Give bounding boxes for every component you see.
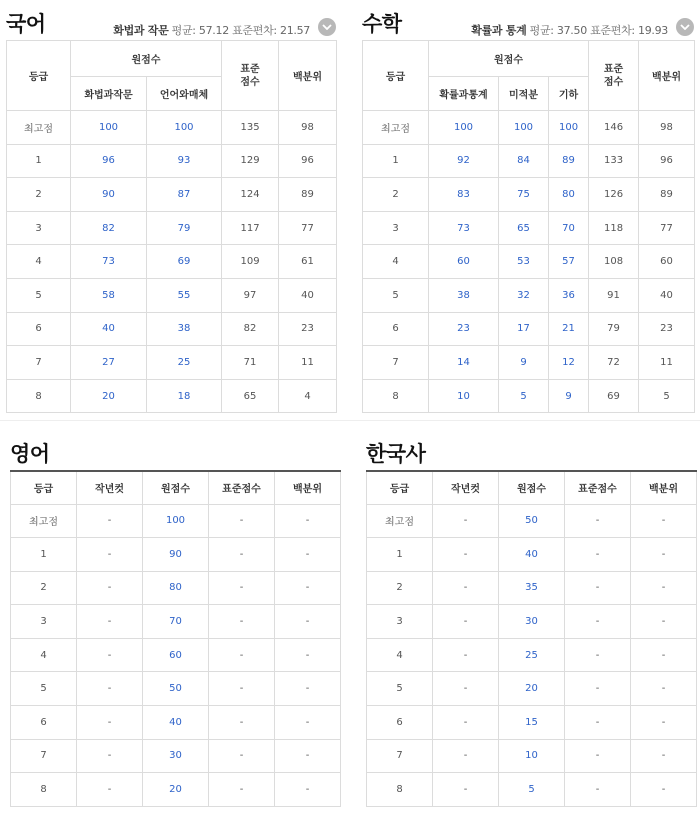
grade-cell: 3 [363,211,429,245]
english-panel [10,430,340,807]
grade-cell: 7 [363,346,429,380]
header-grade: 등급 [7,41,71,111]
table-row [363,178,695,212]
header-standard-score [589,41,639,111]
score-cell: 12 [549,346,589,380]
header-raw-score: 원점수 [71,41,222,77]
grade-cell: 6 [363,312,429,346]
table-row [11,773,341,807]
score-cell: 146 [589,111,639,145]
header-raw-score: 원점수 [143,471,209,504]
table-row [367,739,697,773]
header-percentile: 백분위 [631,471,697,504]
table-row [11,504,341,538]
english-panel-header [10,430,340,470]
score-cell: 10 [499,739,565,773]
table-row [7,144,337,178]
score-cell: - [209,538,275,572]
score-cell: 50 [499,504,565,538]
score-cell: - [565,706,631,740]
score-cell: 82 [222,312,279,346]
score-cell: 79 [589,312,639,346]
score-cell: - [631,672,697,706]
score-cell: 118 [589,211,639,245]
math-score-table [362,40,695,413]
score-cell: 100 [499,111,549,145]
math-table-body [363,111,695,413]
header-standard-line2: 점수 [603,76,624,88]
english-table-body [11,504,341,806]
score-cell: 73 [71,245,147,279]
grade-cell: 5 [11,672,77,706]
score-cell: 38 [429,278,499,312]
score-cell: 60 [639,245,695,279]
table-row [11,605,341,639]
table-row [363,211,695,245]
score-cell: 96 [279,144,337,178]
score-cell: 65 [222,379,279,413]
score-cell: - [77,571,143,605]
score-cell: 58 [71,278,147,312]
score-cell: - [565,605,631,639]
score-cell: 11 [279,346,337,380]
score-cell: 61 [279,245,337,279]
history-table-body [367,504,697,806]
score-cell: 96 [71,144,147,178]
header-sub-1: 화법과작문 [71,77,147,111]
score-cell: 50 [143,672,209,706]
header-percentile: 백분위 [639,41,695,111]
grade-cell: 5 [7,278,71,312]
score-cell: 129 [222,144,279,178]
score-cell: 80 [549,178,589,212]
grade-cell: 6 [11,706,77,740]
score-cell: - [565,773,631,807]
score-cell: - [565,538,631,572]
history-score-table [366,470,697,807]
score-cell: 109 [222,245,279,279]
score-cell: 18 [147,379,222,413]
score-cell: 5 [499,379,549,413]
header-percentile: 백분위 [279,41,337,111]
score-cell: 36 [549,278,589,312]
score-cell: 17 [499,312,549,346]
score-cell: - [631,638,697,672]
score-cell: - [209,672,275,706]
table-row [367,538,697,572]
header-standard-score: 표준점수 [565,471,631,504]
score-cell: 40 [143,706,209,740]
header-standard-line2: 점수 [240,76,260,88]
table-row [363,379,695,413]
score-cell: 69 [147,245,222,279]
score-cell: - [77,672,143,706]
score-cell: 40 [639,278,695,312]
table-row [363,245,695,279]
header-sub-3: 기하 [549,77,589,111]
grade-cell: 5 [367,672,433,706]
score-cell: 93 [147,144,222,178]
table-row [363,312,695,346]
score-cell: - [631,538,697,572]
header-sub-1: 확률과통계 [429,77,499,111]
grade-cell: 3 [367,605,433,639]
score-cell: 15 [499,706,565,740]
grade-cell: 4 [363,245,429,279]
grade-cell: 8 [11,773,77,807]
score-cell: - [631,504,697,538]
score-cell: - [209,706,275,740]
header-standard-score [222,41,279,111]
table-row [363,111,695,145]
math-subject-toggle-button[interactable] [676,18,694,36]
score-cell: 40 [71,312,147,346]
score-cell: - [565,504,631,538]
score-cell: - [77,638,143,672]
grade-cell: 최고점 [367,504,433,538]
score-cell: 90 [143,538,209,572]
score-cell: 100 [71,111,147,145]
score-cell: - [275,739,341,773]
score-cell: 21 [549,312,589,346]
score-cell: 89 [639,178,695,212]
score-cell: 75 [499,178,549,212]
grade-cell: 1 [7,144,71,178]
math-stats-subject: 확률과 통계 [471,24,527,37]
score-cell: - [275,571,341,605]
table-row [7,312,337,346]
score-cell: - [77,504,143,538]
score-cell: 90 [71,178,147,212]
grade-cell: 최고점 [363,111,429,145]
table-row [7,178,337,212]
score-cell: 72 [589,346,639,380]
math-panel-header [362,0,694,40]
score-cell: - [209,504,275,538]
score-cell: 53 [499,245,549,279]
score-cell: - [433,706,499,740]
header-grade: 등급 [367,471,433,504]
score-cell: 9 [499,346,549,380]
score-cell: - [565,739,631,773]
score-cell: 38 [147,312,222,346]
table-row [367,773,697,807]
score-cell: 70 [549,211,589,245]
header-standard-line1: 표준 [603,63,624,75]
grade-cell: 1 [11,538,77,572]
table-row [367,672,697,706]
math-panel [362,0,694,413]
table-row [11,672,341,706]
table-row [367,706,697,740]
header-raw-score: 원점수 [499,471,565,504]
score-cell: 20 [71,379,147,413]
score-cell: 65 [499,211,549,245]
score-cell: 27 [71,346,147,380]
grade-cell: 5 [363,278,429,312]
score-cell: 4 [279,379,337,413]
score-cell: - [631,571,697,605]
score-cell: 84 [499,144,549,178]
grade-cell: 2 [7,178,71,212]
grade-cell: 2 [11,571,77,605]
score-cell: 30 [499,605,565,639]
score-cell: - [433,605,499,639]
korean-stats-subject: 화법과 작문 [113,24,169,37]
grade-cell: 8 [363,379,429,413]
table-row [11,706,341,740]
score-cell: 117 [222,211,279,245]
score-cell: 20 [499,672,565,706]
score-cell: 100 [143,504,209,538]
score-cell: 69 [589,379,639,413]
math-stats-values: 평균: 37.50 표준편차: 19.93 [529,24,668,37]
score-cell: 14 [429,346,499,380]
table-row [7,379,337,413]
score-cell: - [275,706,341,740]
table-row [11,538,341,572]
table-row [11,739,341,773]
table-row [7,211,337,245]
header-raw-score: 원점수 [429,41,589,77]
score-cell: - [209,739,275,773]
score-cell: 60 [429,245,499,279]
score-cell: - [77,706,143,740]
header-last-year-cut: 작년컷 [433,471,499,504]
score-cell: 25 [147,346,222,380]
score-cell: - [433,638,499,672]
score-cell: - [433,538,499,572]
score-cell: 100 [429,111,499,145]
score-cell: 100 [549,111,589,145]
header-standard-line1: 표준 [240,63,260,75]
score-cell: 97 [222,278,279,312]
score-cell: 98 [279,111,337,145]
score-cell: - [275,672,341,706]
score-cell: - [433,504,499,538]
score-cell: 40 [279,278,337,312]
grade-cell: 4 [7,245,71,279]
score-cell: 70 [143,605,209,639]
score-cell: 92 [429,144,499,178]
score-cell: 30 [143,739,209,773]
korean-table-body [7,111,337,413]
header-last-year-cut: 작년컷 [77,471,143,504]
table-row [7,245,337,279]
score-cell: 9 [549,379,589,413]
table-row [363,278,695,312]
grade-cell: 4 [11,638,77,672]
score-cell: 11 [639,346,695,380]
score-cell: - [77,538,143,572]
score-cell: - [565,638,631,672]
score-cell: 80 [143,571,209,605]
header-grade: 등급 [11,471,77,504]
grade-cell: 6 [7,312,71,346]
score-cell: 108 [589,245,639,279]
history-panel [366,430,696,807]
score-cell: - [433,773,499,807]
table-row [367,504,697,538]
table-row [363,144,695,178]
english-score-table [10,470,341,807]
score-cell: 23 [279,312,337,346]
score-cell: - [77,605,143,639]
score-cell: - [433,672,499,706]
korean-subject-toggle-button[interactable] [318,18,336,36]
score-cell: - [77,773,143,807]
header-sub-2: 언어와매체 [147,77,222,111]
grade-cell: 2 [363,178,429,212]
math-title: 수학 [362,12,402,36]
korean-stats [113,22,310,38]
history-panel-header [366,430,696,470]
score-cell: 23 [639,312,695,346]
score-cell: 79 [147,211,222,245]
score-cell: 23 [429,312,499,346]
score-cell: 83 [429,178,499,212]
score-cell: - [631,706,697,740]
score-cell: 89 [549,144,589,178]
grade-cell: 최고점 [7,111,71,145]
grade-cell: 4 [367,638,433,672]
grade-cell: 7 [11,739,77,773]
grade-cell: 8 [367,773,433,807]
score-cell: - [631,739,697,773]
grade-cell: 1 [367,538,433,572]
history-title: 한국사 [366,442,426,466]
score-cell: 25 [499,638,565,672]
score-cell: 5 [639,379,695,413]
score-cell: 60 [143,638,209,672]
score-cell: - [209,571,275,605]
grade-cell: 3 [7,211,71,245]
grade-cell: 최고점 [11,504,77,538]
korean-score-table [6,40,337,413]
score-cell: 82 [71,211,147,245]
score-cell: 100 [147,111,222,145]
score-cell: 32 [499,278,549,312]
score-cell: 91 [589,278,639,312]
score-cell: - [275,638,341,672]
score-cell: 77 [279,211,337,245]
header-standard-score: 표준점수 [209,471,275,504]
score-cell: - [631,605,697,639]
math-stats [471,22,668,38]
korean-panel [6,0,336,413]
grade-cell: 7 [7,346,71,380]
header-percentile: 백분위 [275,471,341,504]
grade-cell: 8 [7,379,71,413]
section-divider [0,420,700,421]
table-row [7,111,337,145]
score-cell: - [565,571,631,605]
score-cell: - [209,773,275,807]
header-grade: 등급 [363,41,429,111]
score-cell: 10 [429,379,499,413]
korean-stats-values: 평균: 57.12 표준편차: 21.57 [171,24,310,37]
score-cell: 20 [143,773,209,807]
korean-panel-header [6,0,336,40]
score-cell: 77 [639,211,695,245]
score-cell: - [209,605,275,639]
header-sub-2: 미적분 [499,77,549,111]
table-row [367,605,697,639]
grade-cell: 1 [363,144,429,178]
score-cell: - [77,739,143,773]
score-cell: 55 [147,278,222,312]
score-cell: 98 [639,111,695,145]
score-cell: 87 [147,178,222,212]
chevron-down-icon [680,24,690,30]
korean-title: 국어 [6,12,46,36]
score-cell: 133 [589,144,639,178]
grade-cell: 6 [367,706,433,740]
score-cell: 5 [499,773,565,807]
score-cell: 71 [222,346,279,380]
score-cell: - [275,773,341,807]
score-cell: 96 [639,144,695,178]
score-cell: 73 [429,211,499,245]
table-row [367,571,697,605]
grade-cell: 2 [367,571,433,605]
table-row [11,571,341,605]
english-title: 영어 [10,442,50,466]
score-cell: 40 [499,538,565,572]
score-cell: 124 [222,178,279,212]
table-row [367,638,697,672]
score-cell: 135 [222,111,279,145]
table-row [7,346,337,380]
score-cell: - [433,739,499,773]
score-cell: - [275,538,341,572]
score-cell: - [209,638,275,672]
score-cell: - [275,504,341,538]
score-cell: - [275,605,341,639]
score-cell: 57 [549,245,589,279]
score-cell: - [433,571,499,605]
grade-cell: 7 [367,739,433,773]
chevron-down-icon [322,24,332,30]
table-row [363,346,695,380]
score-cell: 35 [499,571,565,605]
table-row [11,638,341,672]
score-cell: - [631,773,697,807]
score-cell: 126 [589,178,639,212]
score-cell: 89 [279,178,337,212]
table-row [7,278,337,312]
grade-cell: 3 [11,605,77,639]
score-cell: - [565,672,631,706]
